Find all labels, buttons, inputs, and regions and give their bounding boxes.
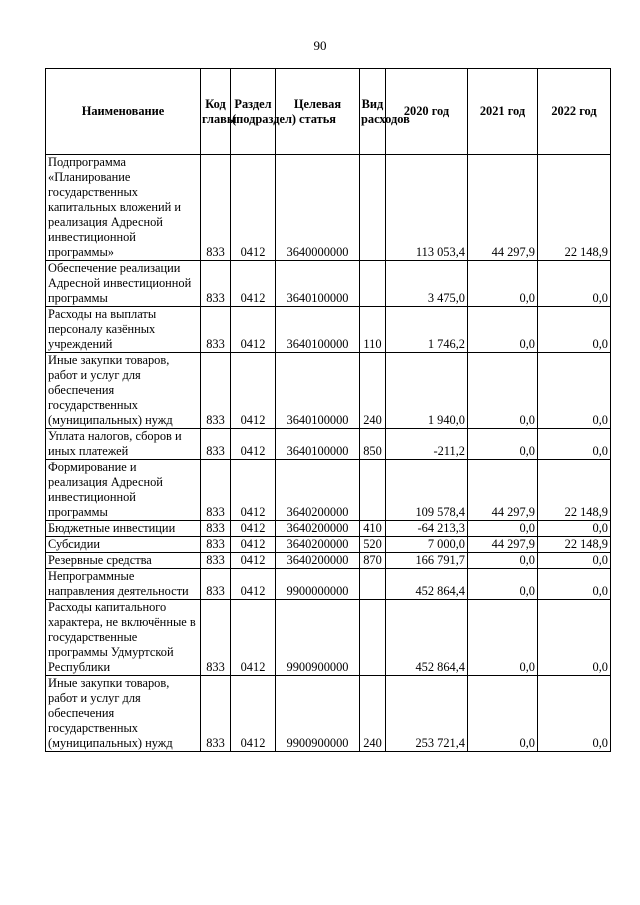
cell-y2020: 1 746,2 [386,307,468,353]
cell-target: 3640100000 [276,261,360,307]
cell-y2021: 0,0 [468,553,538,569]
cell-name: Бюджетные инвестиции [46,521,201,537]
cell-name: Иные закупки товаров, работ и услуг для обеспечения государственных (муниципальных) нужд [46,676,201,752]
cell-y2021: 44 297,9 [468,155,538,261]
cell-type: 410 [360,521,386,537]
cell-y2021: 44 297,9 [468,537,538,553]
cell-chapter: 833 [201,569,231,600]
cell-section: 0412 [231,353,276,429]
cell-target: 3640200000 [276,521,360,537]
cell-y2021: 0,0 [468,600,538,676]
cell-section: 0412 [231,460,276,521]
cell-type [360,155,386,261]
budget-table [45,68,611,752]
cell-y2021: 0,0 [468,569,538,600]
cell-type: 870 [360,553,386,569]
header-type: Вид расходов [360,69,386,155]
cell-y2021: 0,0 [468,676,538,752]
cell-y2022: 0,0 [538,307,611,353]
cell-y2022: 0,0 [538,261,611,307]
cell-y2021: 0,0 [468,429,538,460]
cell-name: Субсидии [46,537,201,553]
cell-y2020: 166 791,7 [386,553,468,569]
cell-target: 3640100000 [276,307,360,353]
cell-y2021: 0,0 [468,353,538,429]
cell-chapter: 833 [201,553,231,569]
header-name: Наименование [46,69,201,155]
table-row [46,553,611,569]
cell-section: 0412 [231,155,276,261]
cell-y2022: 22 148,9 [538,155,611,261]
cell-chapter: 833 [201,261,231,307]
cell-y2021: 44 297,9 [468,460,538,521]
cell-chapter: 833 [201,600,231,676]
cell-type: 520 [360,537,386,553]
cell-y2020: 7 000,0 [386,537,468,553]
cell-y2022: 0,0 [538,521,611,537]
cell-type [360,261,386,307]
cell-y2020: 109 578,4 [386,460,468,521]
cell-y2022: 0,0 [538,553,611,569]
cell-y2022: 22 148,9 [538,460,611,521]
table-row [46,353,611,429]
cell-section: 0412 [231,569,276,600]
cell-chapter: 833 [201,353,231,429]
cell-y2022: 0,0 [538,600,611,676]
cell-target: 9900900000 [276,676,360,752]
cell-target: 3640000000 [276,155,360,261]
cell-target: 3640100000 [276,429,360,460]
table-row [46,569,611,600]
cell-chapter: 833 [201,155,231,261]
cell-name: Уплата налогов, сборов и иных платежей [46,429,201,460]
table-row [46,307,611,353]
cell-y2020: -64 213,3 [386,521,468,537]
cell-chapter: 833 [201,521,231,537]
cell-y2021: 0,0 [468,307,538,353]
cell-y2020: -211,2 [386,429,468,460]
cell-name: Резервные средства [46,553,201,569]
cell-target: 9900000000 [276,569,360,600]
cell-target: 3640200000 [276,553,360,569]
cell-type: 110 [360,307,386,353]
cell-target: 3640200000 [276,460,360,521]
cell-type [360,600,386,676]
cell-target: 3640100000 [276,353,360,429]
table-row [46,460,611,521]
header-2021: 2021 год [468,69,538,155]
cell-y2022: 0,0 [538,353,611,429]
header-chapter: Код главы [201,69,231,155]
table-row [46,521,611,537]
cell-section: 0412 [231,307,276,353]
cell-type: 240 [360,353,386,429]
header-2022: 2022 год [538,69,611,155]
cell-chapter: 833 [201,460,231,521]
header-2020: 2020 год [386,69,468,155]
cell-name: Обеспечение реализации Адресной инвестиционной программы [46,261,201,307]
cell-name: Подпрограмма «Планирование государственных капитальных вложений и реализация Адресной инвестиционной программы» [46,155,201,261]
cell-section: 0412 [231,537,276,553]
header-target: Целевая статья [276,69,360,155]
table-header-row [46,69,611,155]
cell-chapter: 833 [201,307,231,353]
cell-type: 240 [360,676,386,752]
cell-target: 3640200000 [276,537,360,553]
cell-y2020: 253 721,4 [386,676,468,752]
cell-y2020: 3 475,0 [386,261,468,307]
cell-section: 0412 [231,521,276,537]
cell-name: Расходы на выплаты персоналу казённых учреждений [46,307,201,353]
page-number: 90 [313,38,327,53]
cell-type [360,460,386,521]
table-row [46,537,611,553]
cell-name: Непрограммные направления деятельности [46,569,201,600]
header-section: Раздел (подраздел) [231,69,276,155]
cell-y2020: 452 864,4 [386,600,468,676]
cell-chapter: 833 [201,537,231,553]
table-row [46,261,611,307]
cell-y2022: 0,0 [538,569,611,600]
cell-section: 0412 [231,600,276,676]
cell-type [360,569,386,600]
cell-type: 850 [360,429,386,460]
cell-section: 0412 [231,261,276,307]
cell-chapter: 833 [201,676,231,752]
cell-section: 0412 [231,676,276,752]
table-row [46,155,611,261]
table-row [46,600,611,676]
cell-y2020: 452 864,4 [386,569,468,600]
cell-y2021: 0,0 [468,521,538,537]
cell-name: Иные закупки товаров, работ и услуг для обеспечения государственных (муниципальных) нужд [46,353,201,429]
cell-y2022: 0,0 [538,429,611,460]
cell-name: Формирование и реализация Адресной инвестиционной программы [46,460,201,521]
cell-section: 0412 [231,553,276,569]
cell-y2021: 0,0 [468,261,538,307]
cell-y2020: 113 053,4 [386,155,468,261]
cell-y2022: 0,0 [538,676,611,752]
table-row [46,676,611,752]
cell-name: Расходы капитального характера, не включённые в государственные программы Удмуртской Республики [46,600,201,676]
cell-section: 0412 [231,429,276,460]
cell-y2022: 22 148,9 [538,537,611,553]
cell-chapter: 833 [201,429,231,460]
cell-y2020: 1 940,0 [386,353,468,429]
cell-target: 9900900000 [276,600,360,676]
table-row [46,429,611,460]
